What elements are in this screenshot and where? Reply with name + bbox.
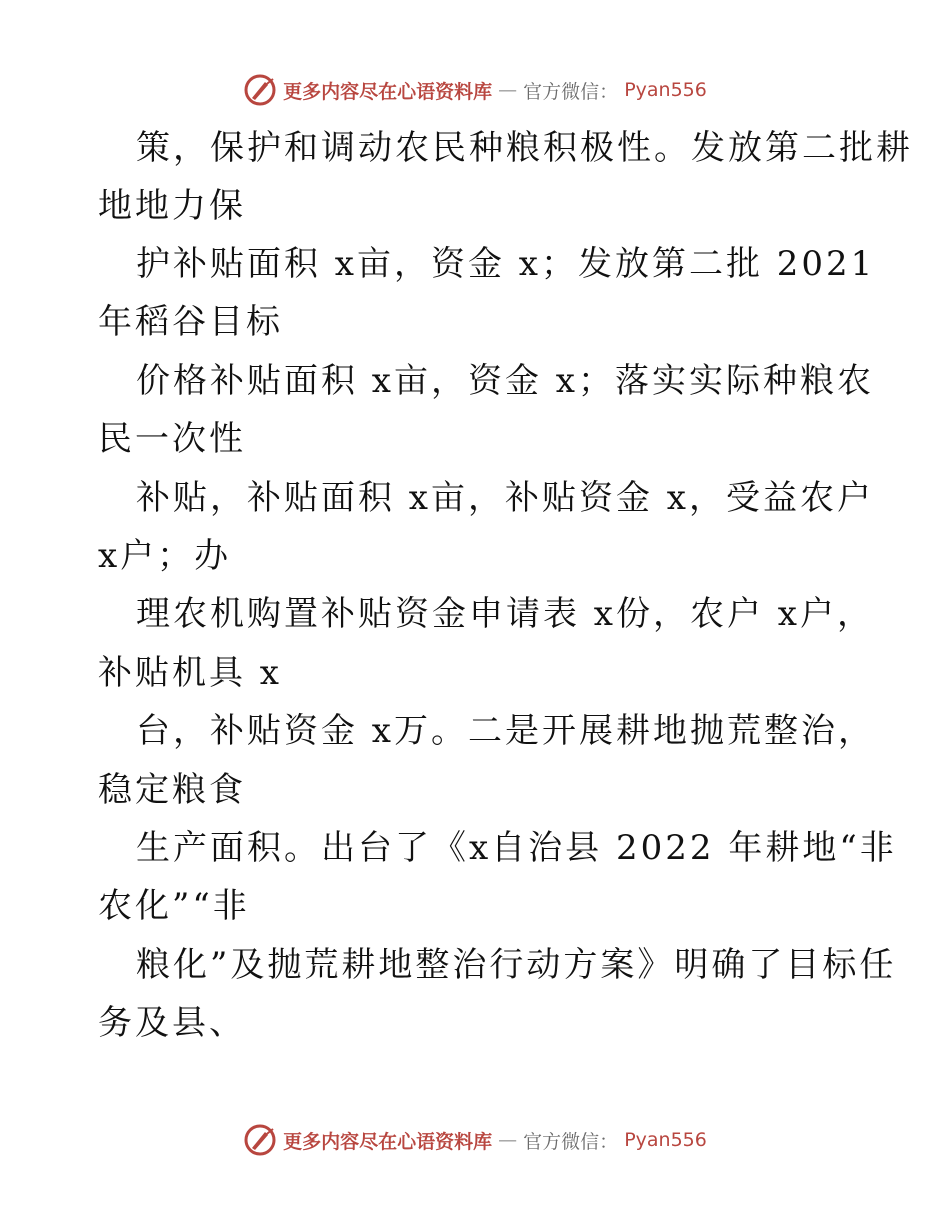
paragraph-line: 粮化”及抛荒耕地整治行动方案》明确了目标任	[136, 945, 897, 985]
watermark-text: 更多内容尽在心语资料库	[283, 1130, 493, 1153]
paragraph-line: 地地力保	[98, 186, 246, 226]
paragraph-line: 台，补贴资金 x万。二是开展耕地抛荒整治，	[136, 711, 875, 751]
paragraph-line: 农化”“非	[98, 886, 250, 926]
paragraph-line: 补贴，补贴面积 x亩，补贴资金 x，受益农户	[136, 478, 874, 518]
paragraph-line: 民一次性	[98, 419, 246, 459]
watermark-separator: —	[498, 79, 518, 101]
quill-circle-icon	[243, 1123, 277, 1157]
paragraph-line: 务及县、	[98, 1003, 246, 1043]
paragraph-line: 策，保护和调动农民种粮积极性。发放第二批耕	[136, 128, 913, 168]
paragraph-line: 护补贴面积 x亩，资金 x；发放第二批 2021	[136, 244, 876, 284]
paragraph-line: 年稻谷目标	[98, 302, 283, 342]
watermark-separator: —	[498, 1129, 518, 1151]
paragraph-line: x户；办	[98, 536, 232, 576]
watermark-wechat-label: 官方微信：	[523, 80, 619, 103]
paragraph-line: 理农机购置补贴资金申请表 x份，农户 x户，	[136, 594, 874, 634]
paragraph-line: 稳定粮食	[98, 770, 246, 810]
paragraph-line: 补贴机具 x	[98, 653, 282, 693]
paragraph-line: 价格补贴面积 x亩，资金 x；落实实际种粮农	[136, 361, 874, 401]
footer-watermark	[0, 1122, 950, 1158]
watermark-wechat-id: Pyan556	[624, 1129, 707, 1151]
watermark-wechat-id: Pyan556	[624, 79, 707, 101]
watermark-wechat-label: 官方微信：	[523, 1130, 619, 1153]
paragraph-line: 生产面积。出台了《x自治县 2022 年耕地“非	[136, 828, 897, 868]
watermark-text: 更多内容尽在心语资料库	[283, 80, 493, 103]
